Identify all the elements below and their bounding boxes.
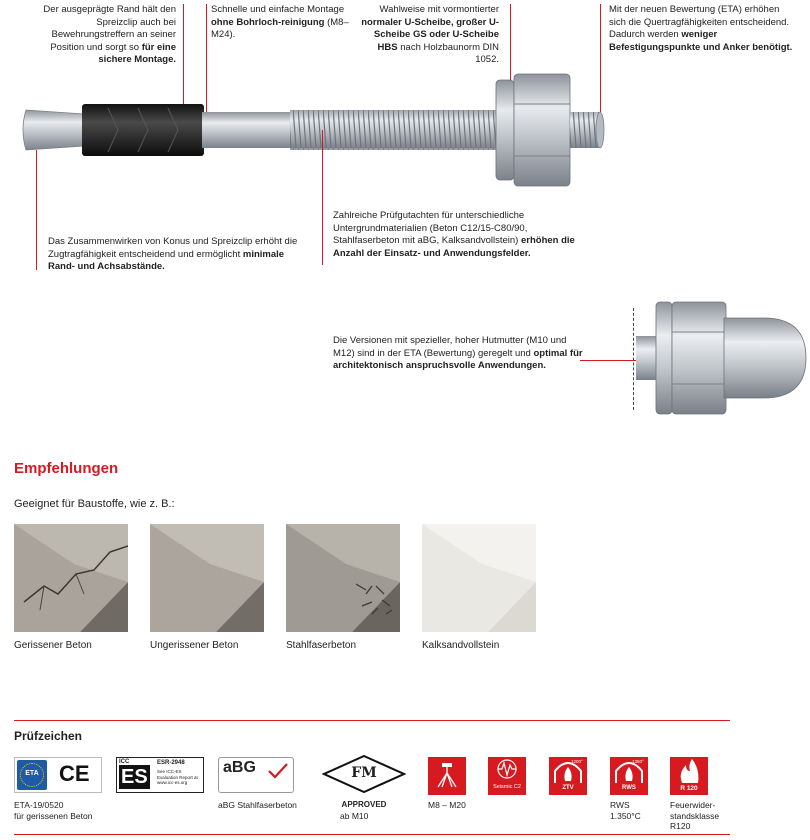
sand-lime-brick-image bbox=[422, 524, 536, 632]
r120-badge: R 120 bbox=[670, 757, 708, 795]
abg-badge bbox=[218, 757, 294, 793]
sprinkler-icon bbox=[428, 757, 466, 795]
material-tile-cracked-concrete bbox=[14, 524, 128, 632]
material-tile-sand-lime-brick bbox=[422, 524, 536, 632]
recommendations-subtitle: Geeignet für Baustoffe, wie z. B.: bbox=[14, 498, 175, 510]
seismic-icon bbox=[488, 757, 526, 783]
recommendations-title: Empfehlungen bbox=[14, 460, 119, 477]
annotation-eta: Mit der neuen Bewertung (ETA) erhöhen sich die Quertragfähigkeiten entscheidend. Dadurch werden weniger Befestigungspunkte und Anker benötigt. bbox=[609, 4, 793, 53]
ztv-badge: 1200° ZTV bbox=[549, 757, 587, 795]
fm-label: ab M10 bbox=[340, 811, 369, 821]
esr-number: ESR-2948 bbox=[157, 760, 185, 766]
fm-approved-text: APPROVED bbox=[341, 800, 387, 809]
checkmark-icon bbox=[267, 762, 289, 780]
material-label: Gerissener Beton bbox=[14, 640, 92, 651]
icc-text: ICC bbox=[119, 759, 130, 765]
seismic-badge: Seismic C2 bbox=[488, 757, 526, 795]
anchor-bolt-illustration bbox=[18, 68, 618, 198]
material-tile-uncracked-concrete bbox=[150, 524, 264, 632]
eta-icon: ETA bbox=[17, 760, 47, 790]
m8-m20-badge bbox=[428, 757, 466, 795]
approvals-divider-bottom bbox=[14, 834, 730, 835]
cracked-concrete-image bbox=[14, 524, 128, 632]
abg-mark: aBG bbox=[223, 759, 256, 776]
material-label: Ungerissener Beton bbox=[150, 640, 239, 651]
approvals-title: Prüfzeichen bbox=[14, 729, 83, 743]
annotation-reports: Zahlreiche Prüfgutachten für unterschiedliche Untergrundmaterialien (Beton C12/15-C80/90, Stahlfaserbeton mit aBG, Kalksandvollstein) erhöhen die Anzahl der Einsatz- und Anwendungsfelder. bbox=[333, 210, 575, 259]
m8-m20-label: M8 – M20 bbox=[428, 800, 466, 810]
callout-line-reports bbox=[322, 130, 323, 265]
ce-mark: CE bbox=[59, 761, 90, 786]
abg-label: aBG Stahlfaserbeton bbox=[218, 800, 297, 810]
annotation-washer: Wahlweise mit vormontierter normaler U-Scheibe, großer U-Scheibe GS oder U-Scheibe HBS nach Holzbaunorm DIN 1052. bbox=[361, 4, 499, 65]
eta-ce-badge bbox=[14, 757, 102, 793]
annotation-capnut: Die Versionen mit spezieller, hoher Hutmutter (M10 und M12) sind in der ETA (Bewertung) geregelt und optimal für architektonisch anspruchsvolle Anwendungen. bbox=[333, 335, 583, 371]
material-label: Kalksandvollstein bbox=[422, 640, 500, 651]
cap-nut-illustration bbox=[636, 296, 808, 420]
r120-label: Feuerwider- standsklasse R120 bbox=[670, 800, 720, 831]
annotation-mounting: Schnelle und einfache Montage ohne Bohrloch-reinigung (M8–M24). bbox=[211, 4, 349, 40]
rws-label: RWS 1.350°C bbox=[610, 800, 641, 821]
annotation-clip-edge: Der ausgeprägte Rand hält den Spreizclip auch bei Bewehrungstreffern an seiner Position und sorgt so für eine sichere Montage. bbox=[43, 4, 176, 65]
steel-fibre-concrete-image bbox=[286, 524, 400, 632]
icc-es-badge bbox=[116, 757, 204, 793]
fm-mark: FM bbox=[351, 765, 377, 781]
material-tile-steel-fibre-concrete bbox=[286, 524, 400, 632]
rws-badge: 1350° RWS bbox=[610, 757, 648, 795]
surface-dashed-line bbox=[633, 308, 634, 410]
material-label: Stahlfaserbeton bbox=[286, 640, 357, 651]
icc-subtext: See ICC-ES Evaluation Report at www.icc-es.org bbox=[157, 769, 198, 785]
approvals-divider-top bbox=[14, 720, 730, 721]
fire-icon bbox=[670, 757, 708, 785]
eta-ce-label: ETA-19/0520 für gerissenen Beton bbox=[14, 800, 93, 821]
es-mark: ES bbox=[121, 766, 148, 788]
callout-line-cone bbox=[36, 150, 37, 270]
annotation-cone: Das Zusammenwirken von Konus und Spreizclip erhöht die Zugtragfähigkeit entscheidend und ermöglicht minimale Rand- und Achsabstände. bbox=[48, 236, 298, 272]
uncracked-concrete-image bbox=[150, 524, 264, 632]
